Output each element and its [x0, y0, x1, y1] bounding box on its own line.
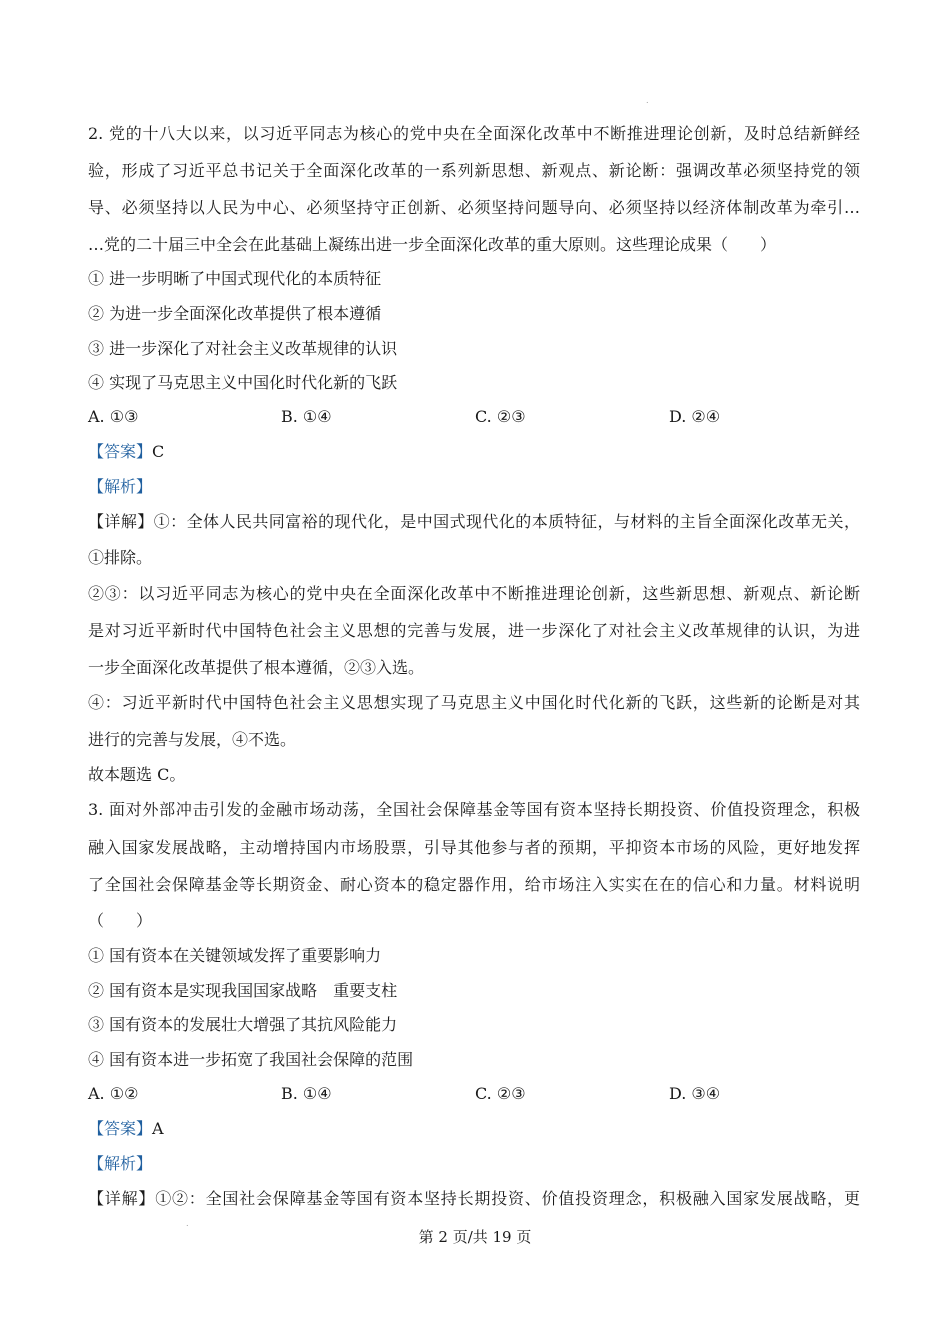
speck: . — [186, 1219, 189, 1228]
q3-stem-line-2: 融入国家发展战略，主动增持国内市场股票，引导其他参与者的预期，平抑资本市场的风险，更好地发挥 — [88, 838, 860, 857]
q2-stem-line-4: …党的二十届三中全会在此基础上凝练出进一步全面深化改革的重大原则。这些理论成果（ ） — [88, 235, 777, 254]
q3-option-b: B. ①④ — [281, 1084, 332, 1103]
q2-option-b: B. ①④ — [281, 407, 332, 426]
q2-analysis-tag: 【解析】 — [88, 477, 153, 496]
q3-detail-tag: 【详解】 — [88, 1189, 156, 1208]
q3-stem-line-3: 了全国社会保障基金等长期资金、耐心资本的稳定器作用，给市场注入实实在在的信心和力量。材料说明 — [88, 875, 860, 894]
q3-statement-4: ④ 国有资本进一步拓宽了我国社会保障的范围 — [88, 1050, 414, 1069]
q2-option-a: A. ①③ — [88, 407, 139, 426]
speck: . — [646, 96, 649, 105]
q3-statement-1: ① 国有资本在关键领域发挥了重要影响力 — [88, 946, 382, 965]
q3-detail-text-1: ①②：全国社会保障基金等国有资本坚持长期投资、价值投资理念，积极融入国家发展战略，更 — [155, 1189, 860, 1208]
q2-option-d: D. ②④ — [669, 407, 721, 426]
q2-detail-line-1 — [88, 512, 860, 532]
q2-detail-line-3: ②③：以习近平同志为核心的党中央在全面深化改革中不断推进理论创新，这些新思想、新观点、新论断 — [88, 584, 860, 603]
q3-answer-value: A — [152, 1119, 164, 1138]
q3-statement-3: ③ 国有资本的发展壮大增强了其抗风险能力 — [88, 1015, 398, 1034]
q3-stem-line-4: （ ） — [88, 911, 153, 930]
q2-detail-line-4: 是对习近平新时代中国特色社会主义思想的完善与发展，进一步深化了对社会主义改革规律的认识，为进 — [88, 621, 860, 640]
q3-answer-tag: 【答案】 — [88, 1119, 153, 1138]
q2-stem-line-1: 2. 党的十八大以来，以习近平同志为核心的党中央在全面深化改革中不断推进理论创新，及时总结新鲜经 — [88, 124, 860, 143]
q2-stem-line-3: 导、必须坚持以人民为中心、必须坚持守正创新、必须坚持问题导向、必须坚持以经济体制改革为牵引… — [88, 198, 860, 217]
q3-option-d: D. ③④ — [669, 1084, 721, 1103]
q2-detail-line-2: ①排除。 — [88, 548, 153, 567]
q2-answer-tag: 【答案】 — [88, 442, 153, 461]
q2-statement-2: ② 为进一步全面深化改革提供了根本遵循 — [88, 304, 382, 323]
q2-detail-line-6: ④：习近平新时代中国特色社会主义思想实现了马克思主义中国化时代化新的飞跃，这些新的论断是对其 — [88, 693, 860, 712]
q2-detail-text-1: ①：全体人民共同富裕的现代化，是中国式现代化的本质特征，与材料的主旨全面深化改革无关， — [153, 512, 860, 531]
q3-stem-line-1: 3. 面对外部冲击引发的金融市场动荡，全国社会保障基金等国有资本坚持长期投资、价值投资理念，积极 — [88, 800, 860, 819]
q2-detail-tag: 【详解】 — [88, 512, 154, 531]
q3-statement-2: ② 国有资本是实现我国国家战略 重要支柱 — [88, 981, 398, 1000]
page-footer: 第 2 页/共 19 页 — [418, 1228, 532, 1246]
q2-option-c: C. ②③ — [475, 407, 526, 426]
q3-option-a: A. ①② — [88, 1084, 139, 1103]
q3-analysis-tag: 【解析】 — [88, 1154, 153, 1173]
q3-detail-line-1 — [88, 1189, 860, 1209]
q2-statement-3: ③ 进一步深化了对社会主义改革规律的认识 — [88, 339, 398, 358]
q3-option-c: C. ②③ — [475, 1084, 526, 1103]
q2-answer-value: C — [152, 442, 165, 461]
q3-answer — [88, 1119, 164, 1139]
q2-answer — [88, 442, 164, 462]
q2-statement-4: ④ 实现了马克思主义中国化时代化新的飞跃 — [88, 373, 398, 392]
q2-conclusion: 故本题选 C。 — [88, 765, 186, 784]
q2-stem-line-2: 验，形成了习近平总书记关于全面深化改革的一系列新思想、新观点、新论断：强调改革必须坚持党的领 — [88, 161, 860, 180]
q2-detail-line-5: 一步全面深化改革提供了根本遵循，②③入选。 — [88, 658, 425, 677]
q2-detail-line-7: 进行的完善与发展，④不选。 — [88, 730, 297, 749]
q2-statement-1: ① 进一步明晰了中国式现代化的本质特征 — [88, 269, 382, 288]
